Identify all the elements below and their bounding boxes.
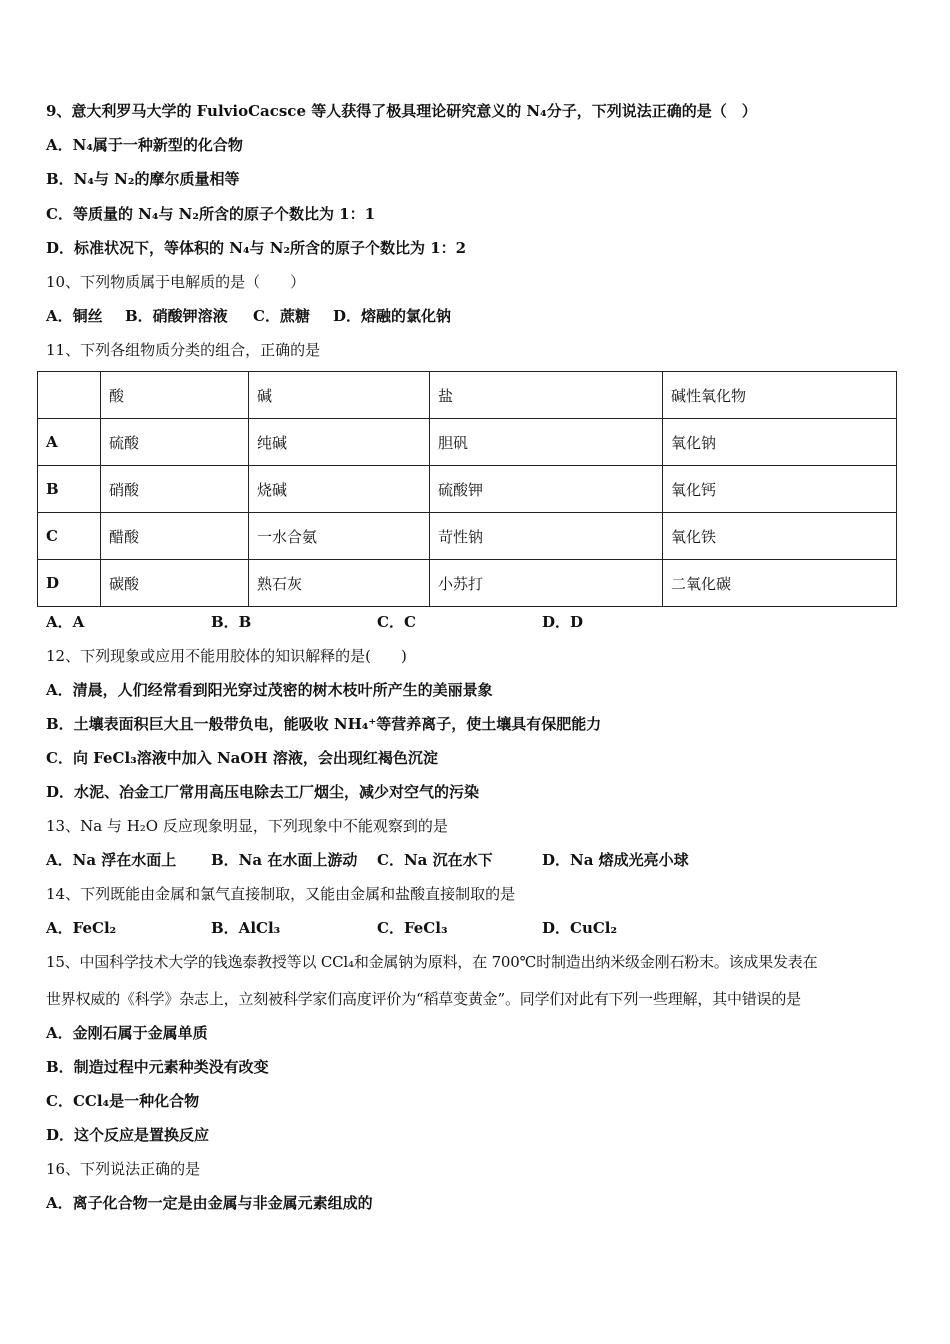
table-cell: A bbox=[38, 419, 101, 466]
table-header: 酸 bbox=[101, 372, 249, 419]
q15-stem-line2: 世界权威的《科学》杂志上，立刻被科学家们高度评价为“稻草变黄金”。同学们对此有下列一些理解，其中错误的是 bbox=[46, 990, 801, 1008]
table-cell: 熟石灰 bbox=[249, 560, 430, 607]
table-header: 碱 bbox=[249, 372, 430, 419]
q12-option-b: B．土壤表面积巨大且一般带负电，能吸收 NH₄⁺等营养离子，使土壤具有保肥能力 bbox=[46, 715, 602, 733]
q13-option-c: C．Na 沉在水下 bbox=[377, 851, 493, 869]
q9-option-a: A．N₄属于一种新型的化合物 bbox=[46, 136, 243, 154]
table-cell: C bbox=[38, 513, 101, 560]
table-header: 盐 bbox=[430, 372, 663, 419]
table-cell: 醋酸 bbox=[101, 513, 249, 560]
q9-option-d: D．标准状况下，等体积的 N₄与 N₂所含的原子个数比为 1：2 bbox=[46, 239, 467, 257]
table-cell: 硫酸 bbox=[101, 419, 249, 466]
q11-stem: 11、下列各组物质分类的组合，正确的是 bbox=[46, 341, 321, 359]
q14-option-d: D．CuCl₂ bbox=[542, 919, 618, 937]
q16-option-a: A．离子化合物一定是由金属与非金属元素组成的 bbox=[46, 1194, 373, 1212]
q15-option-d: D．这个反应是置换反应 bbox=[46, 1126, 210, 1144]
table-cell: 硝酸 bbox=[101, 466, 249, 513]
q10-stem: 10、下列物质属于电解质的是（ ） bbox=[46, 273, 306, 291]
q9-option-b: B．N₄与 N₂的摩尔质量相等 bbox=[46, 170, 240, 188]
q10-option-d: D．熔融的氯化钠 bbox=[333, 307, 452, 325]
table-header: 碱性氧化物 bbox=[663, 372, 897, 419]
q11-option-c: C．C bbox=[377, 613, 416, 631]
q10-option-b: B．硝酸钾溶液 bbox=[125, 307, 228, 325]
table-cell: 氧化铁 bbox=[663, 513, 897, 560]
q16-stem: 16、下列说法正确的是 bbox=[46, 1160, 201, 1178]
q9-stem: 9、意大利罗马大学的 FulvioCacsce 等人获得了极具理论研究意义的 N₄分子，下列说法正确的是（ ） bbox=[46, 102, 757, 120]
table-row bbox=[38, 466, 897, 513]
q12-option-a: A．清晨，人们经常看到阳光穿过茂密的树木枝叶所产生的美丽景象 bbox=[46, 681, 493, 699]
q13-option-d: D．Na 熔成光亮小球 bbox=[542, 851, 689, 869]
q12-stem: 12、下列现象或应用不能用胶体的知识解释的是( ) bbox=[46, 647, 407, 665]
q15-stem-line1: 15、中国科学技术大学的钱逸泰教授等以 CCl₄和金属钠为原料，在 700℃时制造出纳米级金刚石粉末。该成果发表在 bbox=[46, 953, 818, 971]
q10-option-c: C．蔗糖 bbox=[253, 307, 310, 325]
table-cell: 二氧化碳 bbox=[663, 560, 897, 607]
q15-option-a: A．金刚石属于金属单质 bbox=[46, 1024, 208, 1042]
q14-option-a: A．FeCl₂ bbox=[46, 919, 117, 937]
q9-option-c: C．等质量的 N₄与 N₂所含的原子个数比为 1：1 bbox=[46, 205, 376, 223]
table-cell: 一水合氨 bbox=[249, 513, 430, 560]
table-cell: 碳酸 bbox=[101, 560, 249, 607]
q11-classification-table bbox=[37, 371, 897, 607]
q15-option-c: C．CCl₄是一种化合物 bbox=[46, 1092, 200, 1110]
table-cell: 硫酸钾 bbox=[430, 466, 663, 513]
q13-option-a: A．Na 浮在水面上 bbox=[46, 851, 177, 869]
q15-option-b: B．制造过程中元素种类没有改变 bbox=[46, 1058, 269, 1076]
table-cell: 胆矾 bbox=[430, 419, 663, 466]
table-cell: 苛性钠 bbox=[430, 513, 663, 560]
table-cell: 小苏打 bbox=[430, 560, 663, 607]
q11-option-b: B．B bbox=[211, 613, 252, 631]
table-row bbox=[38, 419, 897, 466]
table-header bbox=[38, 372, 101, 419]
table-cell: B bbox=[38, 466, 101, 513]
q11-option-d: D．D bbox=[542, 613, 584, 631]
q14-stem: 14、下列既能由金属和氯气直接制取，又能由金属和盐酸直接制取的是 bbox=[46, 885, 516, 903]
table-cell: 纯碱 bbox=[249, 419, 430, 466]
table-row bbox=[38, 513, 897, 560]
q14-option-b: B．AlCl₃ bbox=[211, 919, 281, 937]
q12-option-c: C．向 FeCl₃溶液中加入 NaOH 溶液，会出现红褐色沉淀 bbox=[46, 749, 438, 767]
table-row bbox=[38, 560, 897, 607]
table-cell: 氧化钠 bbox=[663, 419, 897, 466]
table-cell: D bbox=[38, 560, 101, 607]
q13-stem: 13、Na 与 H₂O 反应现象明显，下列现象中不能观察到的是 bbox=[46, 817, 448, 835]
table-cell: 氧化钙 bbox=[663, 466, 897, 513]
table-cell: 烧碱 bbox=[249, 466, 430, 513]
q11-option-a: A．A bbox=[46, 613, 85, 631]
q14-option-c: C．FeCl₃ bbox=[377, 919, 448, 937]
q10-option-a: A．铜丝 bbox=[46, 307, 103, 325]
q12-option-d: D．水泥、冶金工厂常用高压电除去工厂烟尘，减少对空气的污染 bbox=[46, 783, 480, 801]
q13-option-b: B．Na 在水面上游动 bbox=[211, 851, 358, 869]
table-header-row bbox=[38, 372, 897, 419]
